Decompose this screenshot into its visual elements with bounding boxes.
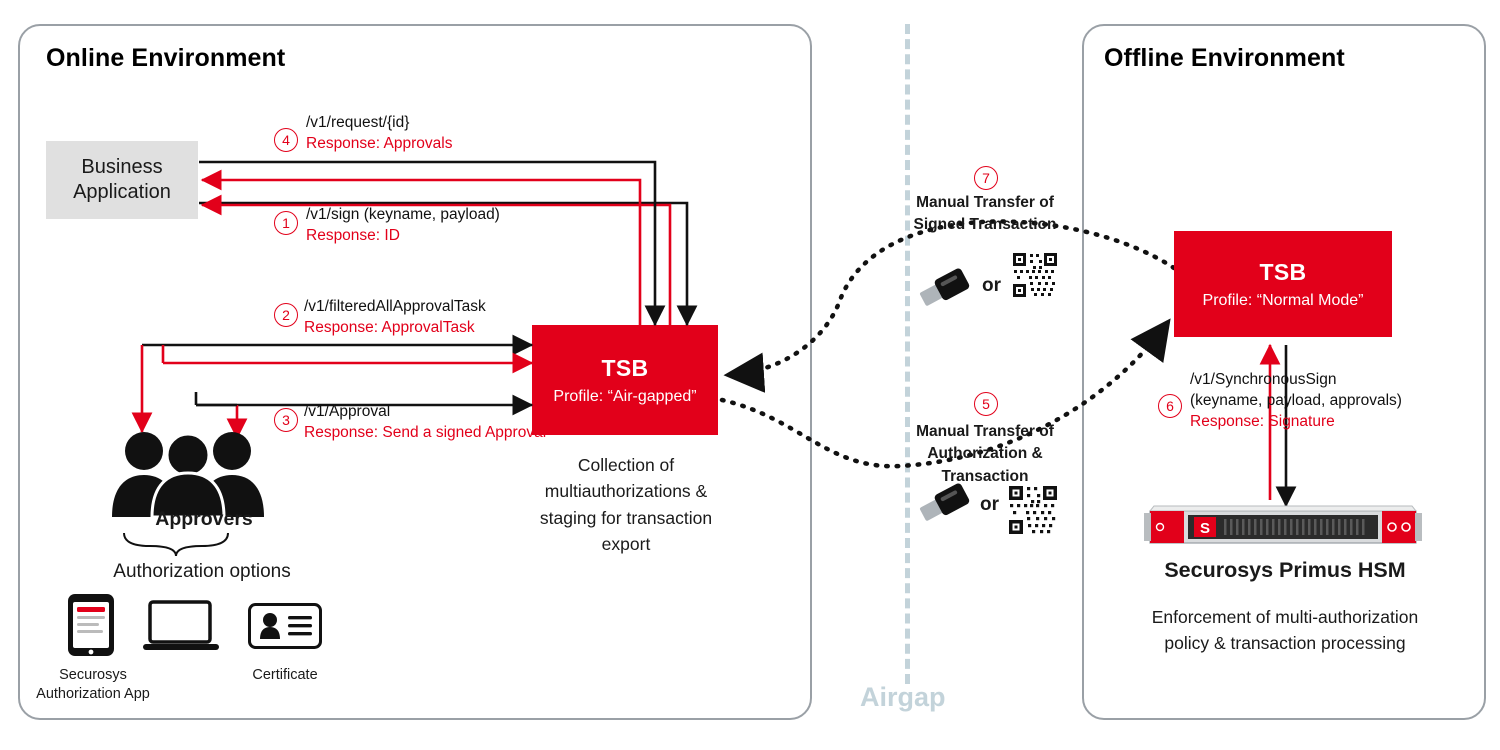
usb-stick-icon	[918, 268, 974, 308]
qr-code-icon	[1012, 252, 1058, 298]
transfer-7-caption: Manual Transfer of Signed Transaction	[913, 194, 1057, 234]
tsb-offline-profile: Profile: “Normal Mode”	[1202, 291, 1364, 309]
step-4-response: Response: Approvals	[306, 134, 453, 152]
step-1-request: /v1/sign (keyname, payload)	[306, 206, 500, 223]
transfer-7-or: or	[982, 275, 1001, 296]
tsb-online-profile: Profile: “Air-gapped”	[553, 387, 697, 405]
step-4-request: /v1/request/{id}	[306, 114, 410, 131]
svg-text:S: S	[1199, 520, 1211, 537]
business-application-label: Business Application	[73, 156, 171, 203]
step-6-labels	[1190, 370, 1402, 433]
tsb-offline-box	[1174, 231, 1392, 337]
step-6-request-line2: (keyname, payload, approvals)	[1190, 391, 1402, 409]
step-badge-1: 1	[274, 211, 298, 235]
qr-code-icon	[1008, 485, 1058, 535]
hsm-appliance-icon	[1144, 503, 1422, 551]
approvers-label: Approvers	[155, 508, 253, 530]
tsb-offline-name: TSB	[1259, 258, 1307, 285]
step-badge-7: 7	[974, 166, 998, 190]
step-1-labels	[306, 205, 500, 247]
step-badge-3: 3	[274, 408, 298, 432]
hsm-label: Securosys Primus HSM	[1164, 558, 1406, 582]
approvers-icon	[104, 425, 276, 517]
step-3-request: /v1/Approval	[304, 403, 391, 420]
step-badge-5: 5	[974, 392, 998, 416]
mobile-phone-icon	[66, 592, 116, 658]
step-4-labels	[306, 113, 452, 155]
transfer-5-or: or	[980, 494, 999, 515]
step-6-response: Response: Signature	[1190, 412, 1335, 430]
laptop-icon	[143, 600, 219, 652]
step-2-labels	[304, 297, 486, 339]
authorization-options-label: Authorization options	[113, 561, 291, 582]
airgap-label: Airgap	[860, 682, 946, 712]
tsb-online-caption: Collection of multiauthorizations & staging for transaction export	[539, 455, 713, 554]
step-badge-2: 2	[274, 303, 298, 327]
usb-stick-icon	[918, 483, 974, 523]
step-1-response: Response: ID	[306, 226, 400, 244]
transfer-5-caption: Manual Transfer of Authorization & Transaction	[916, 423, 1054, 485]
step-2-response: Response: ApprovalTask	[304, 318, 475, 336]
tsb-online-name: TSB	[601, 354, 649, 381]
step-3-labels	[304, 402, 546, 444]
securosys-authorization-app-label: Securosys Authorization App	[36, 667, 150, 702]
step-badge-4: 4	[274, 128, 298, 152]
step-3-response: Response: Send a signed Approval	[304, 423, 547, 441]
online-environment-title: Online Environment	[46, 44, 286, 72]
certificate-label: Certificate	[252, 667, 318, 683]
step-2-request: /v1/filteredAllApprovalTask	[304, 298, 486, 315]
hsm-caption: Enforcement of multi-authorization policy & transaction processing	[1151, 607, 1419, 654]
step-badge-6: 6	[1158, 394, 1182, 418]
offline-environment-title: Offline Environment	[1104, 44, 1345, 72]
step-6-request-line1: /v1/SynchronousSign	[1190, 371, 1337, 388]
certificate-icon	[248, 603, 322, 649]
